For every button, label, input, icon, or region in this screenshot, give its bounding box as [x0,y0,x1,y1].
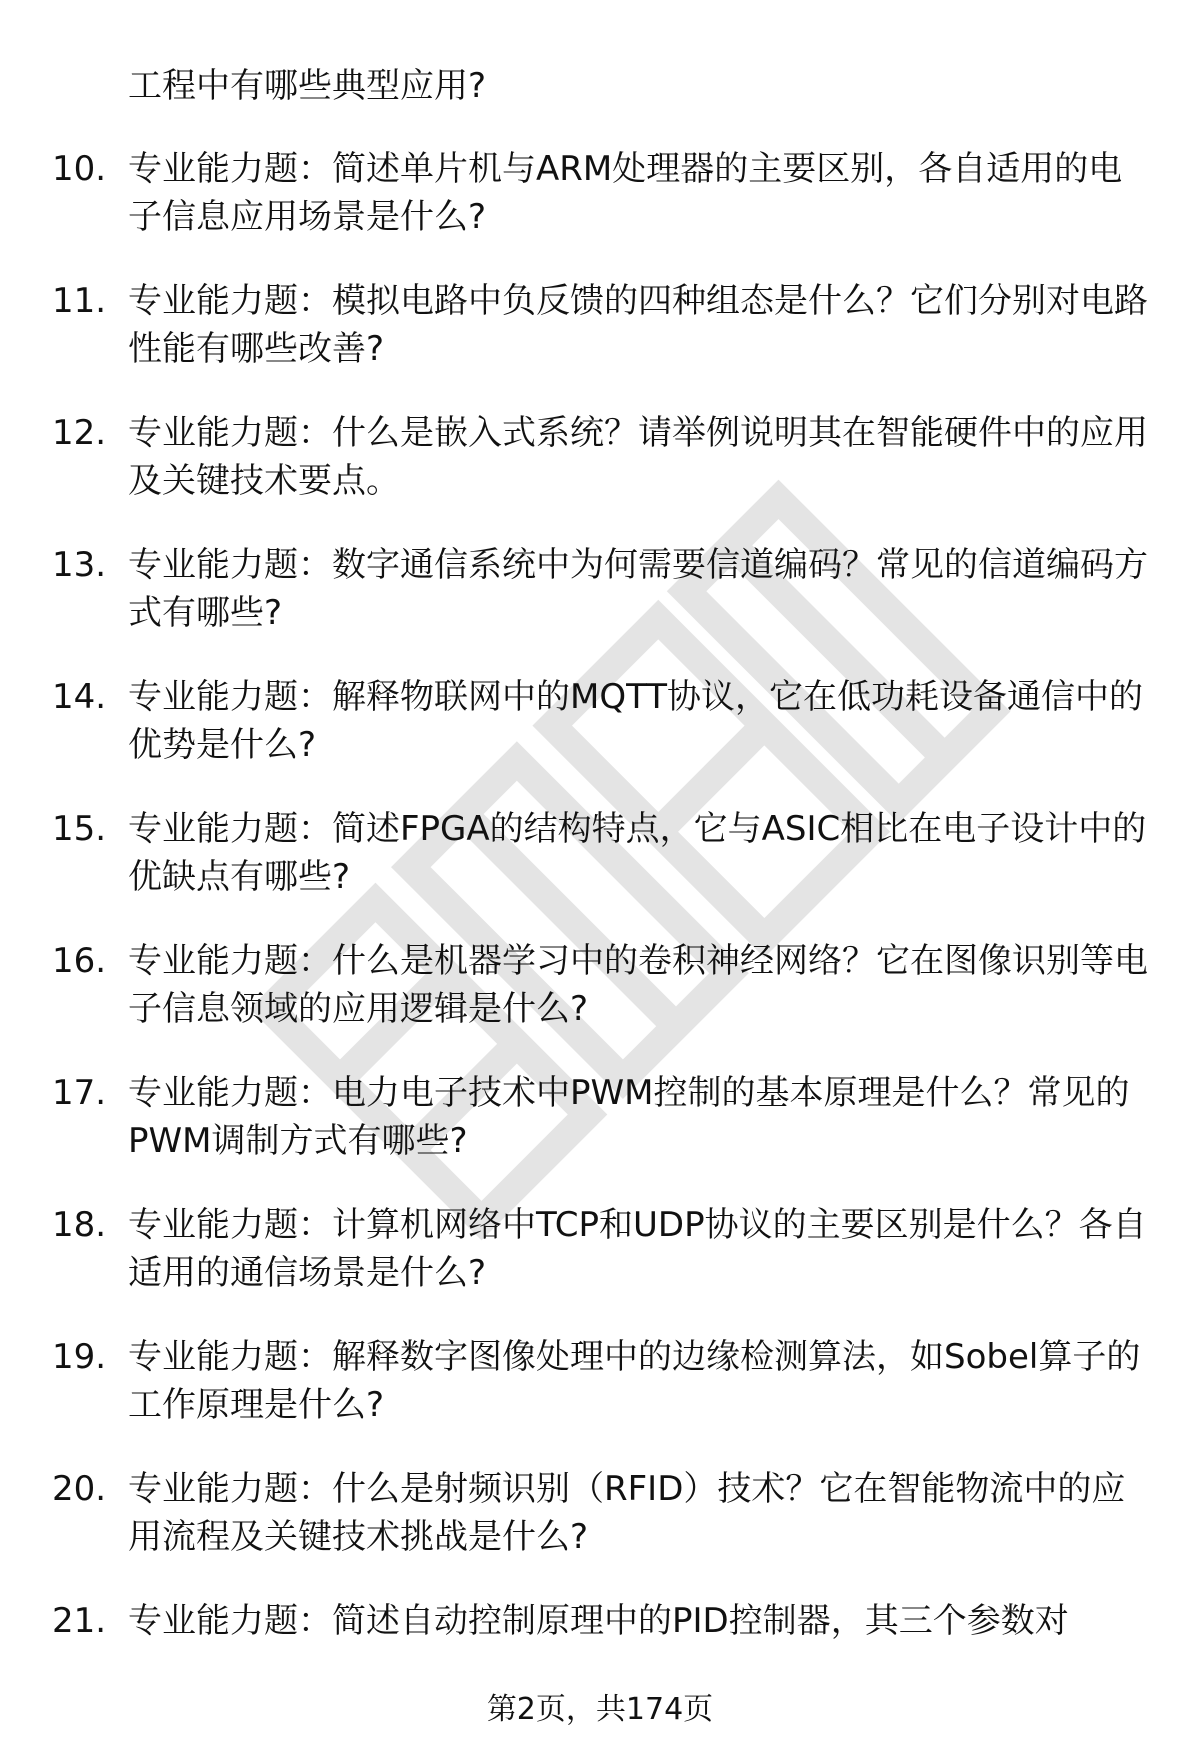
question-text: 专业能力题：什么是嵌入式系统？请举例说明其在智能硬件中的应用及关键技术要点。 [128,413,1148,501]
question-text: 专业能力题：解释物联网中的MQTT协议，它在低功耗设备通信中的优势是什么? [128,677,1144,765]
question-text: 专业能力题：什么是机器学习中的卷积神经网络？它在图像识别等电子信息领域的应用逻辑是什么? [128,941,1148,1029]
page-footer [0,1690,1200,1730]
question-number: 21. [52,1601,107,1641]
question-item [0,277,1200,369]
question-number: 10. [52,149,107,189]
question-list [0,145,1200,1689]
question-item [0,145,1200,237]
question-number: 17. [52,1073,107,1113]
question-text: 专业能力题：电力电子技术中PWM控制的基本原理是什么？常见的PWM调制方式有哪些? [128,1073,1130,1161]
question-item [0,1201,1200,1293]
question-text: 专业能力题：模拟电路中负反馈的四种组态是什么？它们分别对电路性能有哪些改善? [128,281,1148,369]
question-text: 专业能力题：简述FPGA的结构特点，它与ASIC相比在电子设计中的优缺点有哪些? [128,809,1147,897]
question-item [0,541,1200,633]
question-number: 20. [52,1469,107,1509]
question-text: 专业能力题：什么是射频识别（RFID）技术？它在智能物流中的应用流程及关键技术挑战是什么? [128,1469,1126,1557]
page-number-label: 第2页，共174页 [486,1692,714,1727]
continuation-text: 工程中有哪些典型应用? [128,66,487,106]
question-number: 11. [52,281,107,321]
question-text: 专业能力题：简述单片机与ARM处理器的主要区别，各自适用的电子信息应用场景是什么? [128,149,1123,237]
question-number: 14. [52,677,107,717]
question-item [0,1597,1200,1645]
question-item [0,805,1200,897]
question-number: 18. [52,1205,107,1245]
question-number: 15. [52,809,107,849]
question-number: 16. [52,941,107,981]
question-text: 专业能力题：计算机网络中TCP和UDP协议的主要区别是什么？各自适用的通信场景是什么? [128,1205,1147,1293]
question-number: 19. [52,1337,107,1377]
question-item [0,1465,1200,1557]
question-item [0,1333,1200,1425]
question-number: 12. [52,413,107,453]
question-item [0,409,1200,501]
question-text: 专业能力题：简述自动控制原理中的PID控制器，其三个参数对 [128,1601,1069,1641]
question-item [0,673,1200,765]
question-item [0,937,1200,1029]
question-item [0,1069,1200,1161]
question-number: 13. [52,545,107,585]
question-text: 专业能力题：数字通信系统中为何需要信道编码？常见的信道编码方式有哪些? [128,545,1148,633]
question-text: 专业能力题：解释数字图像处理中的边缘检测算法，如Sobel算子的工作原理是什么? [128,1337,1141,1425]
